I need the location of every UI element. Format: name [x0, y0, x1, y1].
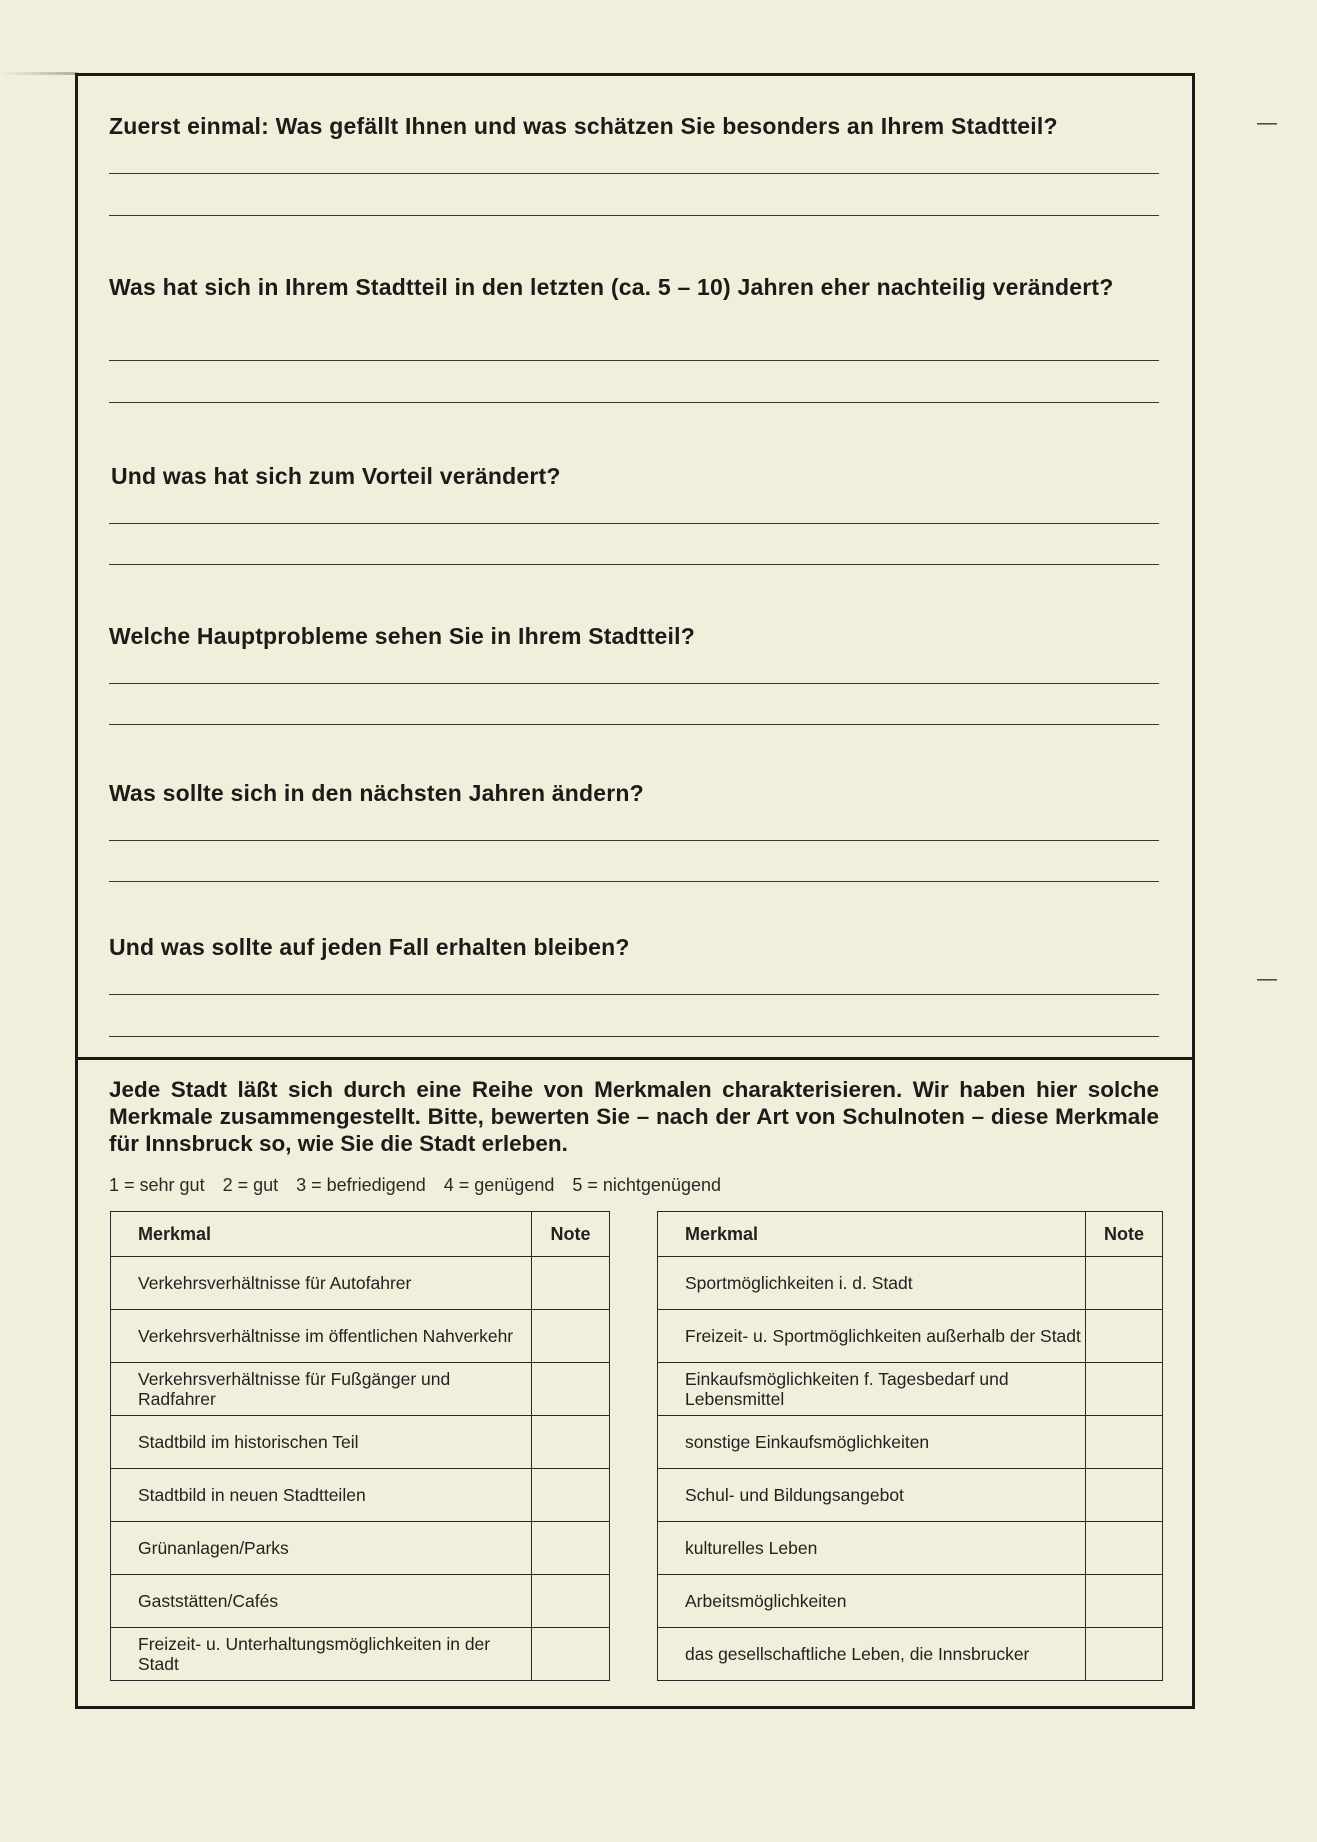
answer-line[interactable]: [109, 173, 1159, 174]
grade-input[interactable]: [1086, 1575, 1163, 1628]
answer-line[interactable]: [109, 1036, 1159, 1037]
answer-line[interactable]: [109, 840, 1159, 841]
table-row: [111, 1575, 610, 1628]
feature-label: Sportmöglichkeiten i. d. Stadt: [658, 1257, 1086, 1310]
grade-input[interactable]: [532, 1469, 610, 1522]
answer-line[interactable]: [109, 564, 1159, 565]
grade-input[interactable]: [1086, 1416, 1163, 1469]
answer-line[interactable]: [109, 683, 1159, 684]
feature-label: Verkehrsverhältnisse für Autofahrer: [111, 1257, 532, 1310]
table-row: [658, 1416, 1163, 1469]
grade-input[interactable]: [532, 1522, 610, 1575]
table-row: [111, 1310, 610, 1363]
feature-label: Arbeitsmöglichkeiten: [658, 1575, 1086, 1628]
answer-line[interactable]: [109, 360, 1159, 361]
answer-line[interactable]: [109, 724, 1159, 725]
grade-input[interactable]: [532, 1575, 610, 1628]
table-row: [111, 1469, 610, 1522]
question-3: Und was hat sich zum Vorteil verändert?: [111, 463, 561, 489]
table-row: [658, 1310, 1163, 1363]
feature-label: Grünanlagen/Parks: [111, 1522, 532, 1575]
header-grade: Note: [532, 1212, 610, 1257]
table-row: [658, 1575, 1163, 1628]
grade-input[interactable]: [1086, 1522, 1163, 1575]
table-row: [658, 1257, 1163, 1310]
scale-item: 4 = genügend: [443, 1175, 555, 1195]
table-row: [658, 1522, 1163, 1575]
question-2: Was hat sich in Ihrem Stadtteil in den letzten (ca. 5 – 10) Jahren eher nachteilig verändert?: [109, 274, 1114, 300]
grade-input[interactable]: [532, 1363, 610, 1416]
rating-table-right: [657, 1211, 1163, 1681]
margin-mark-icon: ―: [1257, 968, 1277, 990]
question-5: Was sollte sich in den nächsten Jahren ändern?: [109, 780, 644, 806]
table-row: [111, 1522, 610, 1575]
answer-line[interactable]: [109, 523, 1159, 524]
feature-label: sonstige Einkaufsmöglichkeiten: [658, 1416, 1086, 1469]
answer-line[interactable]: [109, 881, 1159, 882]
scale-item: 1 = sehr gut: [109, 1175, 205, 1195]
table-row: [111, 1416, 610, 1469]
grade-input[interactable]: [1086, 1363, 1163, 1416]
header-feature: Merkmal: [111, 1212, 532, 1257]
scale-item: 3 = befriedigend: [296, 1175, 426, 1195]
table-row: [658, 1469, 1163, 1522]
answer-line[interactable]: [109, 994, 1159, 995]
feature-label: Schul- und Bildungsangebot: [658, 1469, 1086, 1522]
feature-label: Gaststätten/Cafés: [111, 1575, 532, 1628]
question-6: Und was sollte auf jeden Fall erhalten bleiben?: [109, 934, 630, 960]
feature-label: das gesellschaftliche Leben, die Innsbrucker: [658, 1628, 1086, 1681]
table-row: [658, 1363, 1163, 1416]
table-row: [111, 1628, 610, 1681]
feature-label: kulturelles Leben: [658, 1522, 1086, 1575]
scale-item: 5 = nichtgenügend: [572, 1175, 721, 1195]
scan-edge-shadow: [0, 72, 78, 75]
grade-input[interactable]: [1086, 1310, 1163, 1363]
grade-input[interactable]: [532, 1416, 610, 1469]
grade-input[interactable]: [532, 1257, 610, 1310]
feature-label: Stadtbild in neuen Stadtteilen: [111, 1469, 532, 1522]
grade-input[interactable]: [532, 1310, 610, 1363]
table-row: [111, 1363, 610, 1416]
rating-intro: Jede Stadt läßt sich durch eine Reihe von Merkmalen charakterisieren. Wir haben hier solche Merkmale zusammengestellt. Bitte, bewerten Sie – nach der Art von Schulnoten – diese Merkmale für Innsbruck so, wie Sie die Stadt erleben.: [109, 1077, 1159, 1156]
feature-label: Stadtbild im historischen Teil: [111, 1416, 532, 1469]
answer-line[interactable]: [109, 215, 1159, 216]
feature-label: Freizeit- u. Sportmöglichkeiten außerhalb der Stadt: [658, 1310, 1086, 1363]
feature-label: Verkehrsverhältnisse im öffentlichen Nahverkehr: [111, 1310, 532, 1363]
feature-label: Freizeit- u. Unterhaltungsmöglichkeiten in der Stadt: [111, 1628, 532, 1681]
scale-item: 2 = gut: [222, 1175, 279, 1195]
section-divider: [75, 1057, 1195, 1060]
rating-table-left: [110, 1211, 610, 1681]
grade-input[interactable]: [1086, 1469, 1163, 1522]
table-row: [658, 1628, 1163, 1681]
grade-scale: [109, 1174, 721, 1196]
table-row: [111, 1257, 610, 1310]
margin-mark-icon: ―: [1257, 112, 1277, 134]
answer-line[interactable]: [109, 402, 1159, 403]
grade-input[interactable]: [1086, 1628, 1163, 1681]
question-1: Zuerst einmal: Was gefällt Ihnen und was schätzen Sie besonders an Ihrem Stadtteil?: [109, 113, 1058, 139]
grade-input[interactable]: [1086, 1257, 1163, 1310]
feature-label: Verkehrsverhältnisse für Fußgänger und Radfahrer: [111, 1363, 532, 1416]
feature-label: Einkaufsmöglichkeiten f. Tagesbedarf und Lebensmittel: [658, 1363, 1086, 1416]
grade-input[interactable]: [532, 1628, 610, 1681]
question-4: Welche Hauptprobleme sehen Sie in Ihrem Stadtteil?: [109, 623, 695, 649]
header-grade: Note: [1086, 1212, 1163, 1257]
header-feature: Merkmal: [658, 1212, 1086, 1257]
